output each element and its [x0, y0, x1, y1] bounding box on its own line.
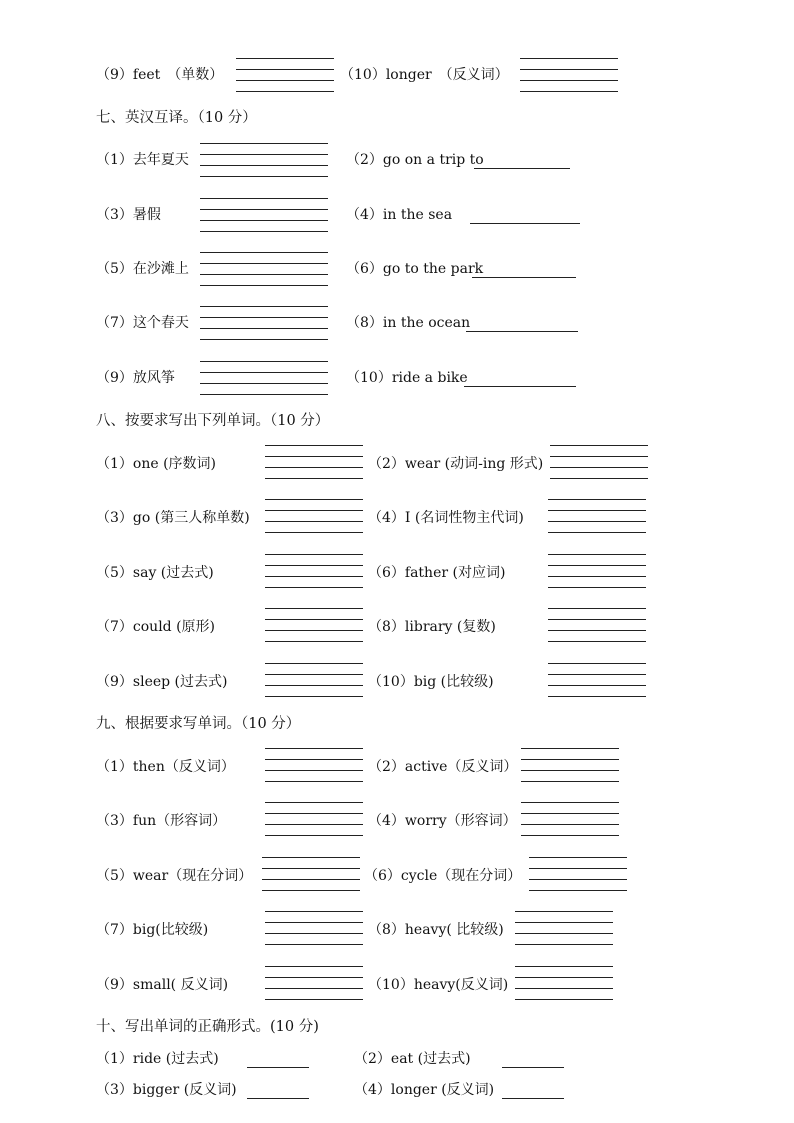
- q8-8: （8）library (复数): [368, 619, 496, 635]
- section-9-heading: 九、根据要求写单词。（10 分）: [96, 716, 301, 732]
- q10-4: （4）longer (反义词): [354, 1082, 495, 1098]
- answer-lines[interactable]: [200, 306, 328, 340]
- q8-1: （1）one (序数词): [96, 456, 217, 472]
- q8-6: （6）father (对应词): [368, 565, 506, 581]
- q7-2: （2）go on a trip to: [346, 152, 484, 168]
- answer-lines[interactable]: [236, 58, 334, 92]
- answer-lines[interactable]: [548, 663, 646, 697]
- q7-7: （7）这个春天: [96, 315, 189, 331]
- q7-6: （6）go to the park: [346, 261, 484, 277]
- q9-6: （6）cycle（现在分词）: [364, 868, 522, 884]
- answer-lines[interactable]: [521, 802, 619, 836]
- answer-lines[interactable]: [200, 198, 328, 232]
- section-10-heading: 十、写出单词的正确形式。(10 分): [96, 1019, 319, 1035]
- q9-5: （5）wear（现在分词）: [96, 868, 253, 884]
- answer-lines[interactable]: [265, 608, 363, 642]
- answer-lines[interactable]: [265, 911, 363, 945]
- q7-3: （3）暑假: [96, 207, 161, 223]
- answer-lines[interactable]: [265, 748, 363, 782]
- section-8-heading: 八、按要求写出下列单词。（10 分）: [96, 413, 330, 429]
- answer-blank[interactable]: [472, 277, 576, 278]
- q9-9: （9）small( 反义词): [96, 977, 229, 993]
- answer-lines[interactable]: [515, 966, 613, 1000]
- section-7-heading: 七、英汉互译。（10 分）: [96, 110, 257, 126]
- q9-1: （1）then（反义词）: [96, 759, 235, 775]
- answer-blank[interactable]: [247, 1067, 309, 1068]
- q8-10: （10）big (比较级): [368, 674, 494, 690]
- q8-2: （2）wear (动词-ing 形式): [368, 456, 544, 472]
- answer-lines[interactable]: [265, 445, 363, 479]
- q9-10: （10）heavy(反义词): [368, 977, 509, 993]
- q8-9: （9）sleep (过去式): [96, 674, 228, 690]
- q10-1: （1）ride (过去式): [96, 1051, 219, 1067]
- answer-lines[interactable]: [265, 554, 363, 588]
- q7-4: （4）in the sea: [346, 207, 453, 223]
- answer-blank[interactable]: [464, 386, 576, 387]
- answer-lines[interactable]: [548, 499, 646, 533]
- q7-1: （1）去年夏天: [96, 152, 189, 168]
- answer-lines[interactable]: [200, 361, 328, 395]
- answer-lines[interactable]: [200, 143, 328, 177]
- answer-lines[interactable]: [262, 857, 360, 891]
- answer-lines[interactable]: [548, 608, 646, 642]
- answer-blank[interactable]: [247, 1098, 309, 1099]
- q10-3: （3）bigger (反义词): [96, 1082, 237, 1098]
- answer-blank[interactable]: [470, 223, 580, 224]
- q8-5: （5）say (过去式): [96, 565, 214, 581]
- q7-8: （8）in the ocean: [346, 315, 471, 331]
- q8-7: （7）could (原形): [96, 619, 216, 635]
- q8-4: （4）I (名词性物主代词): [368, 510, 524, 526]
- q7-5: （5）在沙滩上: [96, 261, 189, 277]
- answer-lines[interactable]: [529, 857, 627, 891]
- q10-2: （2）eat (过去式): [354, 1051, 471, 1067]
- q9-4: （4）worry（形容词）: [368, 813, 517, 829]
- answer-lines[interactable]: [548, 554, 646, 588]
- answer-lines[interactable]: [265, 663, 363, 697]
- answer-lines[interactable]: [520, 58, 618, 92]
- answer-lines[interactable]: [515, 911, 613, 945]
- answer-lines[interactable]: [550, 445, 648, 479]
- answer-lines[interactable]: [200, 252, 328, 286]
- answer-lines[interactable]: [521, 748, 619, 782]
- answer-lines[interactable]: [265, 802, 363, 836]
- q7-9: （9）放风筝: [96, 370, 175, 386]
- q8-3: （3）go (第三人称单数): [96, 510, 250, 526]
- q9-3: （3）fun（形容词）: [96, 813, 227, 829]
- answer-blank[interactable]: [466, 331, 578, 332]
- answer-blank[interactable]: [502, 1067, 564, 1068]
- q9-8: （8）heavy( 比较级): [368, 922, 504, 938]
- q9-2: （2）active（反义词）: [368, 759, 518, 775]
- q7-10: （10）ride a bike: [346, 370, 468, 386]
- q9-7: （7）big(比较级): [96, 922, 209, 938]
- answer-blank[interactable]: [502, 1098, 564, 1099]
- answer-lines[interactable]: [265, 966, 363, 1000]
- answer-blank[interactable]: [474, 168, 570, 169]
- q6-10: （10）longer （反义词）: [340, 67, 509, 83]
- q6-9: （9）feet （单数）: [96, 67, 224, 83]
- answer-lines[interactable]: [265, 499, 363, 533]
